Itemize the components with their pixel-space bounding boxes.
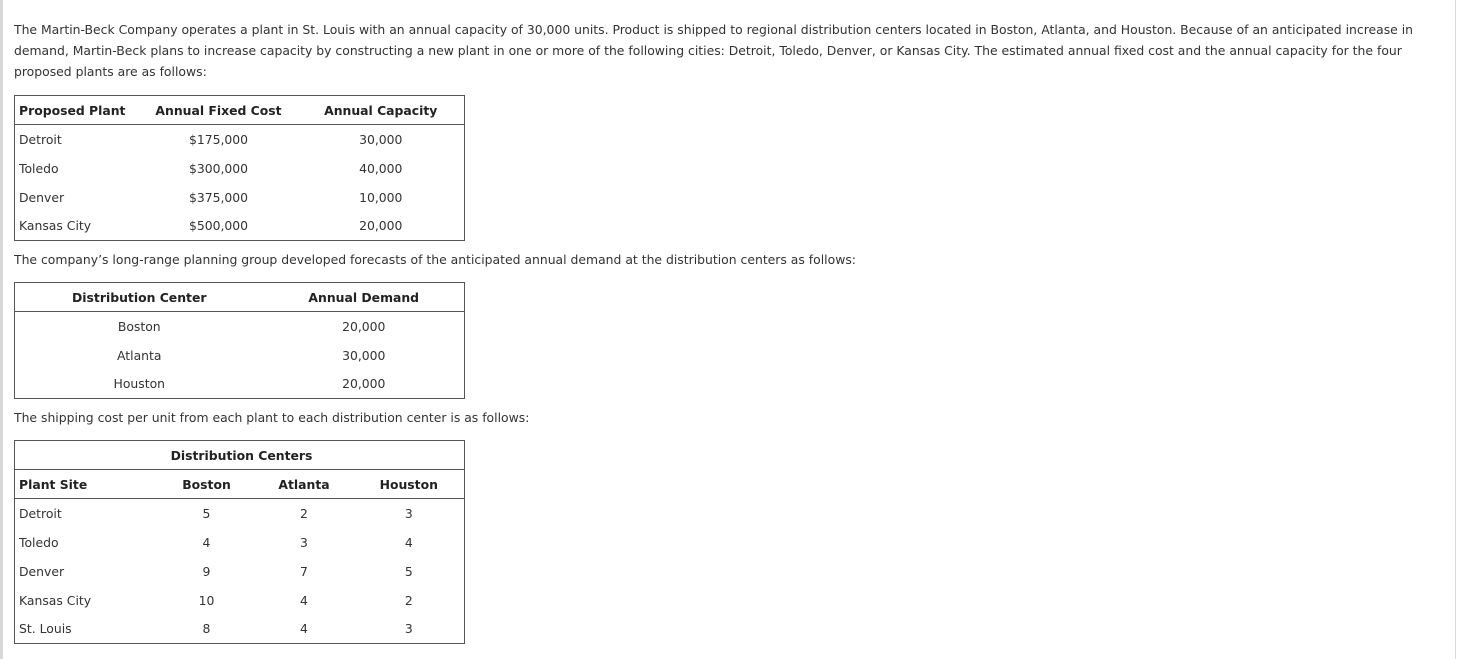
table-header-row	[15, 283, 465, 312]
plant-name: Toledo	[19, 160, 59, 176]
table-header-row	[15, 470, 465, 499]
distribution-center: Atlanta	[117, 347, 162, 363]
plant-site: Denver	[19, 563, 65, 579]
table-group-header-row	[15, 441, 465, 470]
shipping-intro-paragraph: The shipping cost per unit from each plant to each distribution center is as follows:	[14, 410, 530, 425]
capacity: 30,000	[359, 131, 403, 147]
demand-table	[14, 282, 465, 399]
table-row	[15, 370, 465, 399]
annual-demand: 30,000	[342, 347, 386, 363]
group-header: Distribution Centers	[15, 441, 465, 470]
fixed-cost: $300,000	[188, 160, 249, 176]
cost-cell: 3	[404, 505, 413, 521]
plant-name: Kansas City	[19, 218, 92, 234]
column-header: Houston	[350, 470, 465, 499]
cost-cell: 4	[404, 534, 413, 550]
distribution-center: Boston	[117, 318, 161, 334]
plant-name: Detroit	[19, 131, 62, 147]
table-row	[15, 528, 465, 557]
cost-cell: 10	[198, 592, 215, 608]
cost-cell: 2	[404, 592, 413, 608]
demand-intro-paragraph: The company’s long-range planning group developed forecasts of the anticipated annual demand at the distribution centers as follows:	[14, 252, 856, 267]
table-row	[15, 557, 465, 586]
cost-cell: 4	[202, 534, 211, 550]
cost-cell: 3	[404, 621, 413, 637]
capacity: 40,000	[359, 160, 403, 176]
plant-site: Kansas City	[19, 592, 92, 608]
table-header-row	[15, 96, 465, 125]
capacity: 10,000	[359, 189, 403, 205]
cost-cell: 3	[300, 534, 308, 550]
column-header: Plant Site	[15, 470, 155, 499]
table-row	[15, 586, 465, 615]
fixed-cost: $500,000	[188, 218, 249, 234]
column-header: Boston	[155, 470, 255, 499]
plant-site: Detroit	[19, 505, 62, 521]
fixed-cost: $375,000	[188, 189, 249, 205]
cost-cell: 9	[202, 563, 211, 579]
fixed-cost: $175,000	[188, 131, 249, 147]
annual-demand: 20,000	[342, 318, 386, 334]
plant-name: Denver	[19, 189, 65, 205]
cost-cell: 5	[404, 563, 413, 579]
plant-site: St. Louis	[19, 621, 72, 637]
column-header: Annual Demand	[260, 283, 465, 312]
column-header: Distribution Center	[15, 283, 260, 312]
plant-site: Toledo	[19, 534, 59, 550]
shipping-cost-table	[14, 440, 465, 644]
table-row	[15, 183, 465, 212]
column-header: Proposed Plant	[15, 96, 140, 125]
proposed-plants-table	[14, 95, 465, 241]
table-row	[15, 341, 465, 370]
table-row	[15, 312, 465, 341]
cost-cell: 4	[300, 592, 308, 608]
table-row	[15, 212, 465, 241]
table-row	[15, 499, 465, 528]
cost-cell: 5	[202, 505, 211, 521]
column-header: Annual Fixed Cost	[140, 96, 294, 125]
capacity: 20,000	[359, 218, 403, 234]
column-header: Annual Capacity	[294, 96, 465, 125]
table-row	[15, 125, 465, 154]
cost-cell: 8	[202, 621, 211, 637]
column-header: Atlanta	[255, 470, 350, 499]
annual-demand: 20,000	[342, 376, 386, 392]
cost-cell: 7	[300, 563, 308, 579]
intro-paragraph: The Martin-Beck Company operates a plant in St. Louis with an annual capacity of 30,000 units. Product is shipped to regional distribution centers located in Boston, Atlanta, and Houston. Because of an anticipated increase in demand, Martin-Beck plans to increase capacity by constructing a new plant in one or more of the following cities: Detroit, Toledo, Denver, or Kansas City. The estimated annual fixed cost and the annual capacity for the four proposed plants are as follows:	[14, 22, 1414, 79]
cost-cell: 4	[300, 621, 308, 637]
distribution-center: Houston	[113, 376, 165, 392]
table-row	[15, 154, 465, 183]
cost-cell: 2	[300, 505, 308, 521]
table-row	[15, 615, 465, 644]
